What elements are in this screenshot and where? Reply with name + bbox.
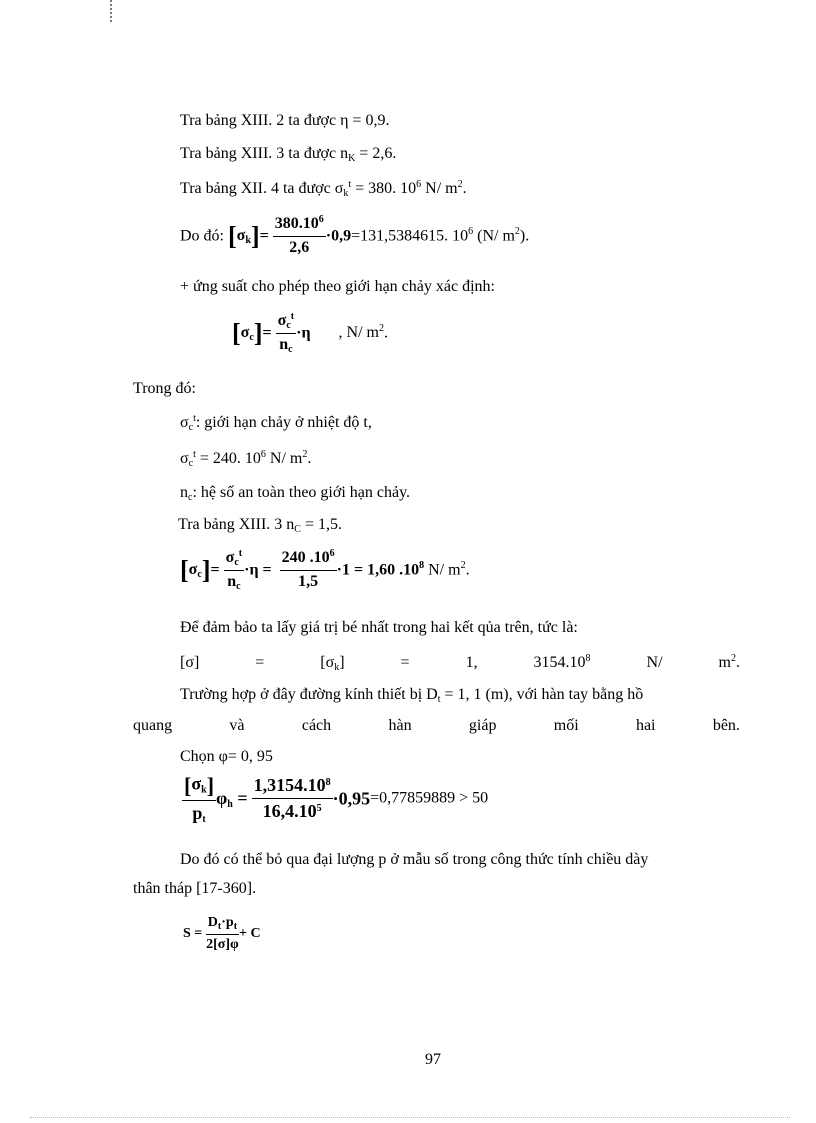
text-def-sigmac: $\sigma_c^t$: giới hạn chảy ở nhiệt độ t, <box>180 413 372 433</box>
fraction-sigmak: $\frac{380.10^6}{2,6}$ <box>274 214 324 256</box>
text-trong-do: Trong đó: <box>133 380 196 397</box>
formula-sigmac: $[\sigma_c]=$ $\frac{\sigma_c^t}{n_c}$ ·η , N/ $m^2$. <box>232 311 388 355</box>
text-case-line2: quang và cách hàn giáp mối hai bên. <box>133 717 740 734</box>
formula-sigmac-calc: $[\sigma_c]=$ $\frac{\sigma_c^t}{n_c}$ ·η = $\frac{240 .10^6}{1,5}$ ·1 = 1,60 $.10^8$ N/ $m^2$. <box>180 548 470 592</box>
text-eta-lookup: Tra bảng XIII. 2 ta được η = 0,9. <box>180 112 390 129</box>
text-val-sigmac: $\sigma_c^t = 240$. $10^6$ N/ $m^2$. <box>180 449 312 469</box>
fraction-ratio-rhs: $\frac{1,3154.10^8}{16,4.10^5}$ <box>253 775 331 821</box>
page-frame-marker <box>110 0 120 22</box>
text-nc-lookup: Tra bảng XIII. 3 $n_C = 1,5$. <box>178 516 342 535</box>
text-nk-lookup: Tra bảng XIII. 3 ta được $n_K = 2,6$. <box>180 145 397 164</box>
fraction-thickness: $\frac{D_t\cdot p_t}{2[\sigma]\varphi}$ <box>206 915 239 952</box>
text-yield-intro: + ứng suất cho phép theo giới hạn chảy xác định: <box>180 278 495 295</box>
page-number: 97 <box>425 1051 441 1068</box>
text-choose-phi: Chọn φ= 0, 95 <box>180 748 273 765</box>
fraction-sigmac: $\frac{\sigma_c^t}{n_c}$ <box>277 311 295 355</box>
page-bottom-border <box>30 1117 790 1118</box>
text-def-nc: $n_c$: hệ số an toàn theo giới hạn chảy. <box>180 484 411 503</box>
text-case-line1: Trường hợp ở đây đường kính thiết bị $D_t = 1$, 1 (m), với hàn tay bằng hồ <box>180 686 644 705</box>
text-ignore-line2: thân tháp [17-360]. <box>133 880 257 897</box>
text-ignore-line1: Do đó có thể bỏ qua đại lượng p ở mẫu số trong công thức tính chiều dày <box>180 851 649 868</box>
fraction-sigmac-2: $\frac{\sigma_c^t}{n_c}$ <box>225 548 243 592</box>
text-choose-min: Để đảm bảo ta lấy giá trị bé nhất trong hai kết qủa trên, tức là: <box>180 619 578 636</box>
formula-ratio: $\frac{[\sigma_k]}{p_t}$ $\varphi_h$ = $\frac{1,3154.10^8}{16,4.10^5}$ ·0,95=0,77859889 > 50 <box>184 773 489 826</box>
row-sigma-min: [σ] = $[\sigma_k]$ = 1, 3154.10$^8$ N/ $m^2$. <box>180 653 740 673</box>
fraction-calc: $\frac{240 .10^6}{1,5}$ <box>281 548 335 590</box>
text-sigmak-lookup: Tra bảng XII. 4 ta được $\sigma_k^t = 380$. $10^6$ N/ $m^2$. <box>180 179 467 199</box>
formula-sigmak-allowable: Do đó: $[\sigma_k]=$ $\frac{380.10^6}{2,6}$ ·0,9=131,5384615. $10^6$ (N/ $m^2$). <box>180 214 530 256</box>
formula-thickness: S = $\frac{D_t\cdot p_t}{2[\sigma]\varphi}$ + C <box>183 915 261 952</box>
fraction-ratio-lhs: $\frac{[\sigma_k]}{p_t}$ <box>184 773 215 826</box>
